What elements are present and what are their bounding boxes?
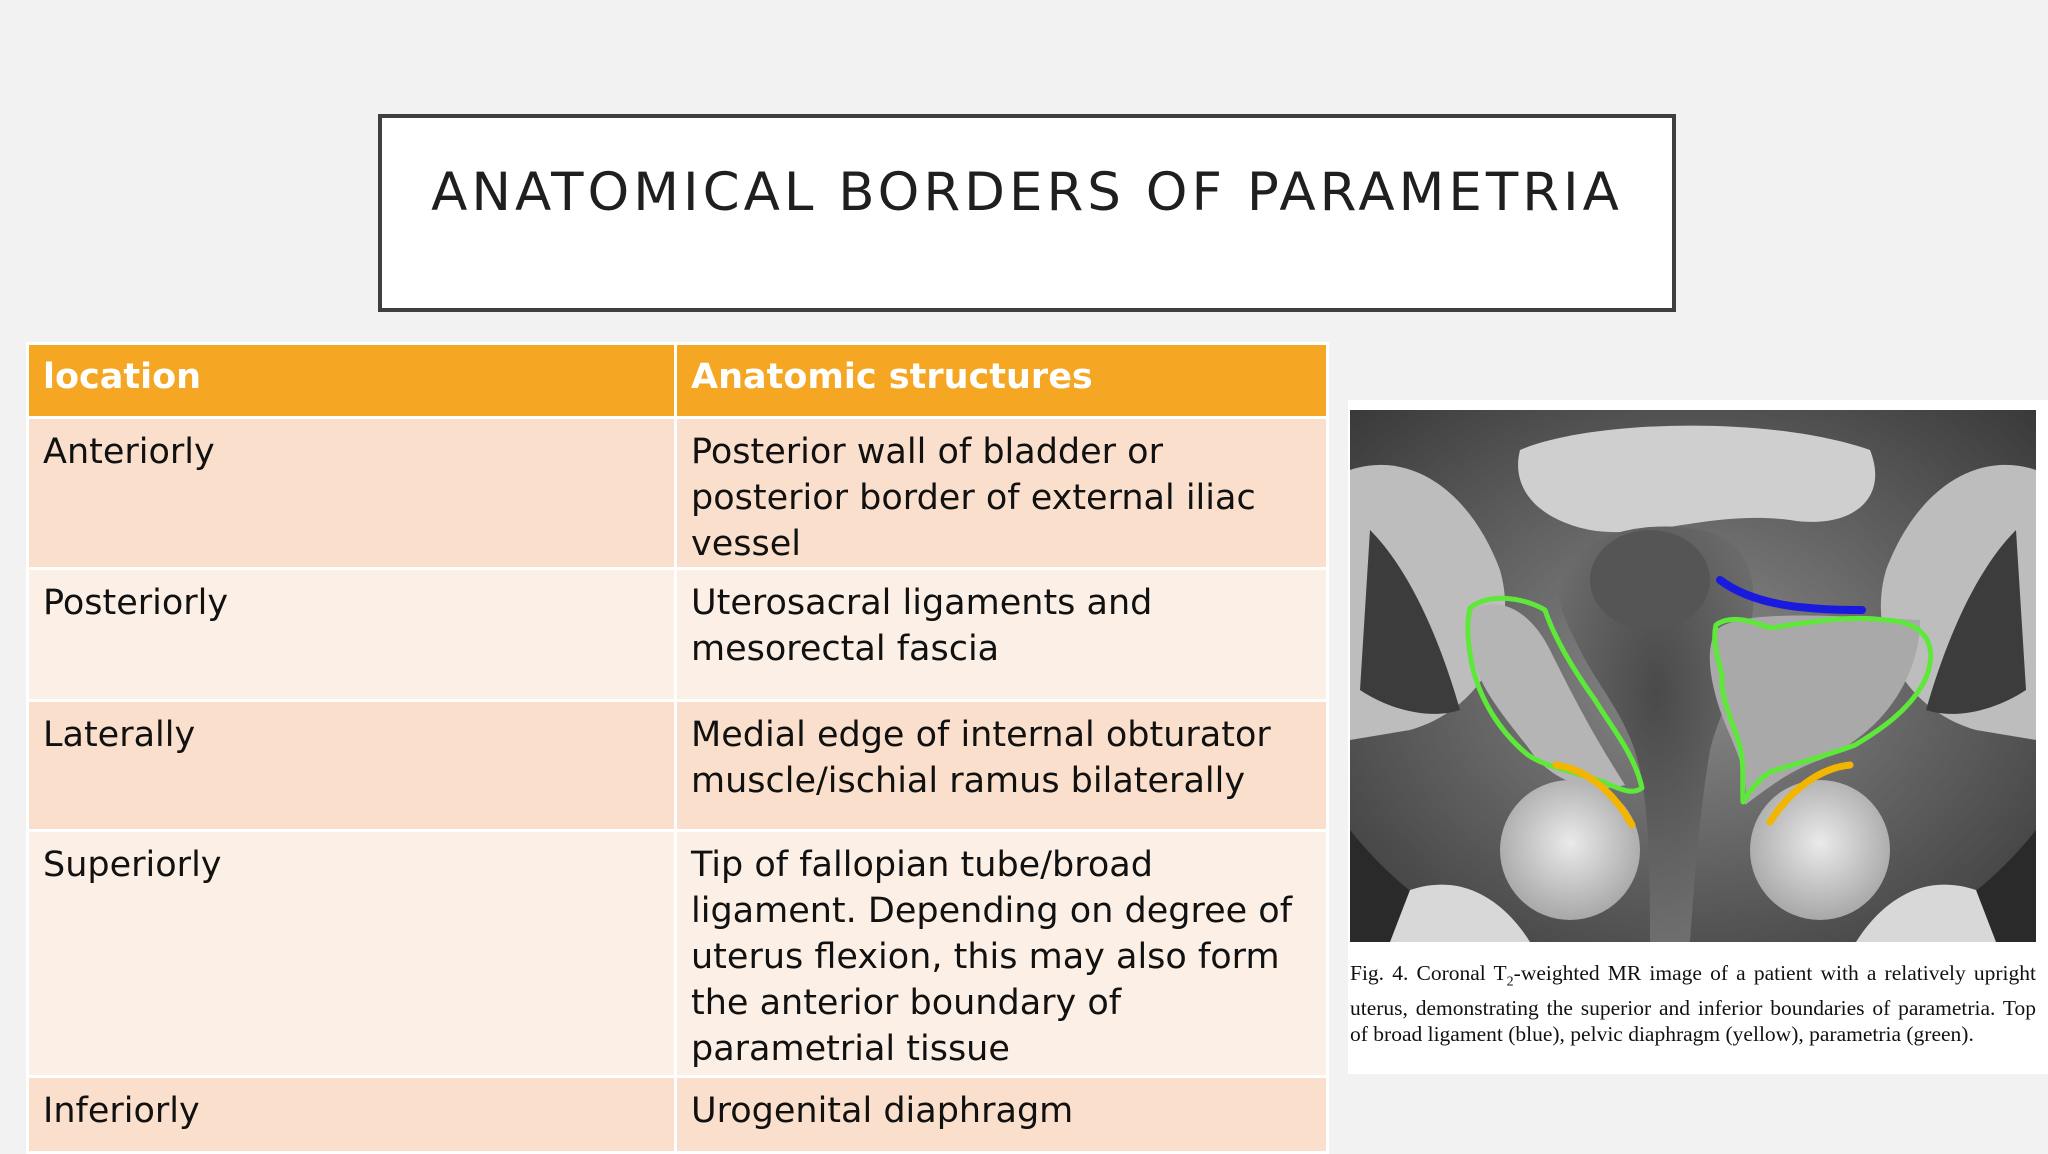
cell-structures: Urogenital diaphragm: [676, 1077, 1328, 1153]
borders-table: [26, 342, 1329, 1154]
cell-location: Inferiorly: [28, 1077, 676, 1153]
slide-title: ANATOMICAL BORDERS OF PARAMETRIA: [431, 162, 1623, 223]
cell-structures: Posterior wall of bladder or posterior border of external iliac vessel: [676, 418, 1328, 569]
cell-structures: Tip of fallopian tube/broad ligament. Depending on degree of uterus flexion, this may also form the anterior boundary of parametrial tissue: [676, 831, 1328, 1077]
mri-figure: [1348, 400, 2048, 1074]
table-row: [28, 569, 1328, 701]
cell-location: Anteriorly: [28, 418, 676, 569]
header-structures: Anatomic structures: [676, 344, 1328, 418]
header-location: location: [28, 344, 676, 418]
caption-prefix: Fig. 4. Coronal T: [1350, 961, 1507, 985]
cell-location: Posteriorly: [28, 569, 676, 701]
table-row: [28, 418, 1328, 569]
cell-structures: Medial edge of internal obturator muscle/ischial ramus bilaterally: [676, 701, 1328, 831]
figure-caption: [1350, 960, 2036, 1047]
mri-image: [1350, 410, 2036, 942]
cell-structures: Uterosacral ligaments and mesorectal fascia: [676, 569, 1328, 701]
caption-subscript: 2: [1506, 974, 1514, 990]
table-row: [28, 831, 1328, 1077]
caption-rest: -weighted MR image of a patient with a relatively upright uterus, demonstrating the superior and inferior boundaries of parametria. Top of broad ligament (blue), pelvic diaphragm (yellow), parametria (green).: [1350, 961, 2036, 1047]
table-header-row: [28, 344, 1328, 418]
table-row: [28, 1077, 1328, 1153]
title-box: [378, 114, 1676, 312]
table-row: [28, 701, 1328, 831]
cell-location: Superiorly: [28, 831, 676, 1077]
cell-location: Laterally: [28, 701, 676, 831]
